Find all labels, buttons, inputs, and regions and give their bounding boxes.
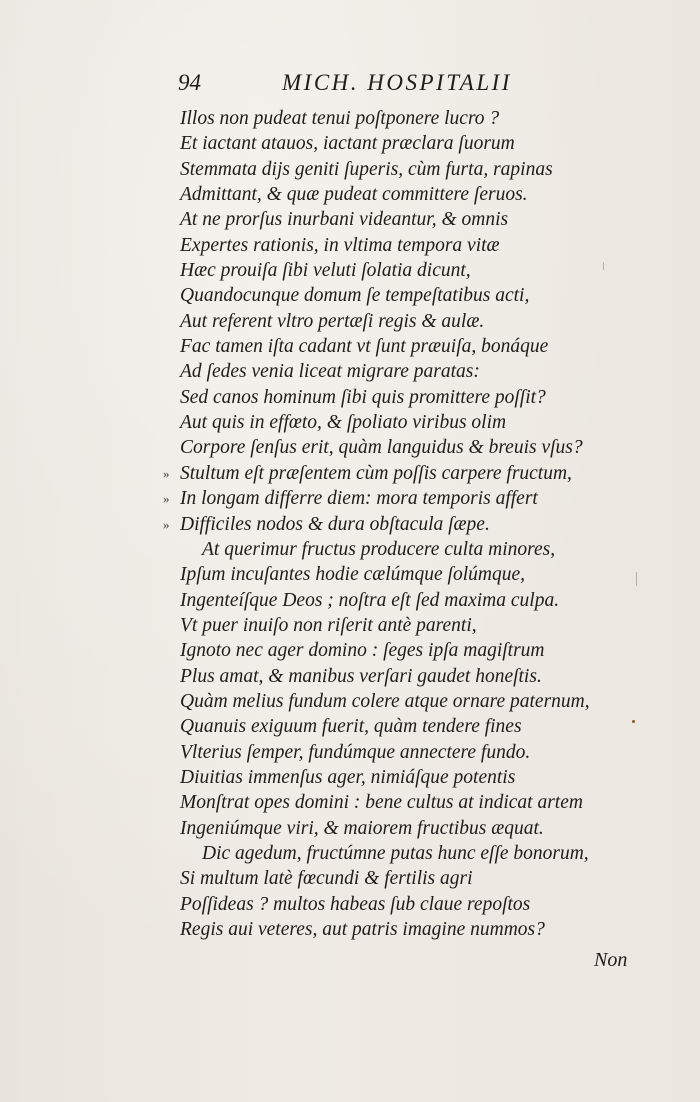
verse-line <box>180 233 650 258</box>
verse-line-text: Ignoto nec ager domino : ſeges ipſa magiſtrum <box>180 640 545 662</box>
verse-line-text: At ne prorſus inurbani videantur, & omnis <box>180 209 509 231</box>
verse-line <box>180 638 650 663</box>
verse-line-text: Regis aui veteres, aut patris imagine nummos? <box>180 919 545 940</box>
verse-line-text: Quàm melius fundum colere atque ornare paternum, <box>180 690 590 712</box>
verse-line-text: Admittant, & quæ pudeat committere ſeruos. <box>180 184 528 206</box>
quotation-marker: » <box>163 516 170 532</box>
verse-line <box>180 435 650 460</box>
verse-line <box>180 892 650 917</box>
verse-line-text: Illos non pudeat tenui poſtponere lucro ? <box>180 108 500 129</box>
verse-line-text: Plus amat, & manibus verſari gaudet honeſtis. <box>180 665 542 687</box>
verse-line-text: In longam differre diem: mora temporis affert <box>180 488 538 510</box>
margin-mark <box>603 262 604 270</box>
verse-line-text: Diuitias immenſus ager, nimiáſque potentis <box>180 766 516 788</box>
verse-line-text: Ingenteíſque Deos ; noſtra eſt ſed maxima culpa. <box>180 589 560 611</box>
verse-line <box>163 512 650 537</box>
verse-line-text: Ad ſedes venia liceat migrare paratas: <box>180 361 480 383</box>
verse-line <box>180 131 650 156</box>
verse-line <box>180 537 650 562</box>
verse-line <box>180 588 650 613</box>
verse-line <box>180 334 650 359</box>
verse-line <box>180 359 650 384</box>
show-through-row <box>640 70 700 95</box>
verse-line-text: Dic agedum, fructúmne putas hunc eſſe bonorum, <box>202 842 589 864</box>
verse-line-text: Fac tamen iſta cadant vt ſunt præuiſa, bonáque <box>180 336 549 358</box>
verse-line-text: Sed canos hominum ſibi quis promittere poſſit? <box>180 386 546 408</box>
verse-line <box>180 410 650 435</box>
running-head: MICH. HOSPITALII <box>282 70 512 95</box>
catchword: Non <box>594 949 628 971</box>
verse-line-text: Si multum latè fœcundi & fertilis agri <box>180 868 473 890</box>
margin-mark <box>636 572 637 586</box>
quotation-marker: » <box>163 465 170 481</box>
verse-line <box>163 461 650 486</box>
verse-line-text: Vt puer inuiſo non riſerit antè parenti, <box>180 614 477 636</box>
verse-line <box>180 841 650 866</box>
verse-line-text: Difficiles nodos & dura obſtacula ſæpe. <box>180 513 490 535</box>
verse-line-text: Stultum eſt præſentem cùm poſſis carpere fructum, <box>180 462 572 484</box>
verse-line <box>163 486 650 511</box>
verse-line-text: Vlterius ſemper, fundúmque annectere fundo. <box>180 741 531 763</box>
verse-line-text: Aut quis in effœto, & ſpoliato viribus olim <box>180 412 507 434</box>
verse-line <box>180 714 650 739</box>
verse-line-text: Et iactant atauos, iactant præclara ſuorum <box>180 133 515 155</box>
verse-line-text: Expertes rationis, in vltima tempora vitæ <box>180 234 500 256</box>
verse-line <box>180 562 650 587</box>
verse-line <box>180 816 650 841</box>
verse-line <box>180 106 650 131</box>
verse-line-text: Quandocunque domum ſe tempeſtatibus acti, <box>180 285 530 307</box>
verse-line-text: Hæc prouiſa ſibi veluti ſolatia dicunt, <box>180 260 471 282</box>
verse-line <box>180 207 650 232</box>
verse-line <box>180 765 650 790</box>
verse-line-text: Aut referent vltro pertæſi regis & aulæ. <box>180 310 485 332</box>
verse-line <box>180 283 650 308</box>
ink-speck <box>632 720 635 723</box>
verse-line-text: At querimur fructus producere culta minores, <box>202 538 556 560</box>
verse-line <box>180 258 650 283</box>
verse-line-text: Poſſideas ? multos habeas ſub claue repoſtos <box>180 893 531 915</box>
verse-line <box>180 866 650 891</box>
verse-line <box>180 740 650 765</box>
verse-line <box>180 689 650 714</box>
verse-line-text: Ingeniúmque viri, & maiorem fructibus æquat. <box>180 817 544 839</box>
verse-line-text: Monſtrat opes domini : bene cultus at indicat artem <box>180 792 583 814</box>
verse-line <box>180 182 650 207</box>
page-number: 94 <box>178 70 201 95</box>
verse-line <box>180 309 650 334</box>
verse-line-text: Quanuis exiguum fuerit, quàm tendere fines <box>180 716 522 738</box>
verse-line-text: Stemmata dijs geniti ſuperis, cùm furta, rapinas <box>180 158 553 180</box>
verse-line-text: Ipſum incuſantes hodie cælúmque ſolúmque, <box>180 564 525 586</box>
verse-line <box>180 664 650 689</box>
verse-line <box>180 613 650 638</box>
verse-line <box>180 157 650 182</box>
verse-line <box>180 385 650 410</box>
quotation-marker: » <box>163 491 170 507</box>
verse-line <box>180 917 650 942</box>
verse-line-text: Corpore ſenſus erit, quàm languidus & breuis vſus? <box>180 437 583 459</box>
verse-line <box>180 790 650 815</box>
verse-block <box>163 106 650 942</box>
